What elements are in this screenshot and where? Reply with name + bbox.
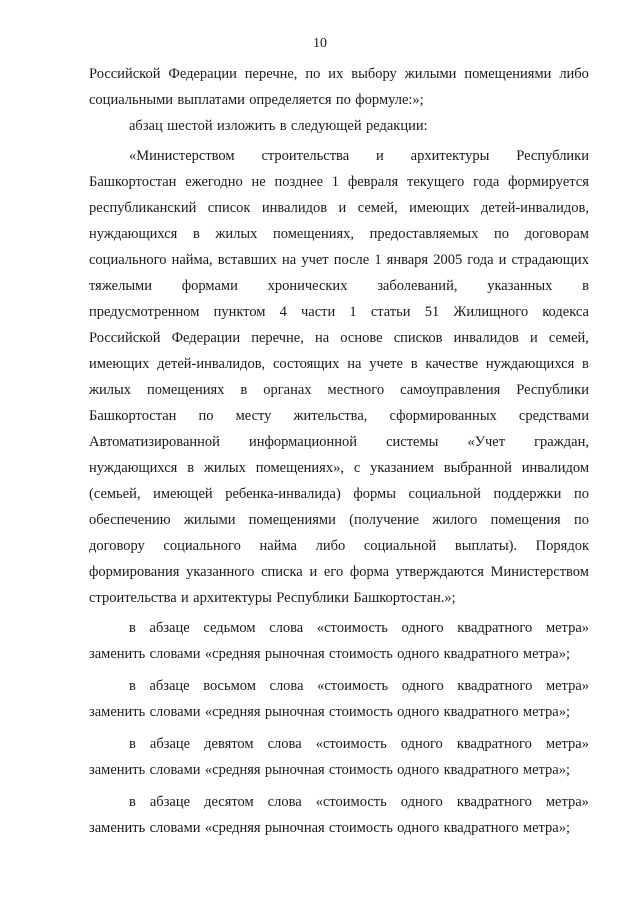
text-line: социального найма, вставших на учет после 1 января 2005 года и страдающих	[89, 252, 589, 268]
text-line: Башкортостан ежегодно не позднее 1 февраля текущего года формируется	[89, 174, 589, 190]
text-line: заменить словами «средняя рыночная стоимость одного квадратного метра»;	[89, 820, 571, 836]
text-line: Российской Федерации перечне, на основе списков инвалидов и семей,	[89, 330, 589, 346]
text-line: жилых помещениях в органах местного самоуправления Республики	[89, 382, 589, 398]
text-line: строительства и архитектуры Республики Башкортостан.»;	[89, 590, 456, 606]
text-line: в абзаце седьмом слова «стоимость одного квадратного метра»	[129, 620, 589, 636]
text-line: Российской Федерации перечне, по их выбору жилыми помещениями либо	[89, 66, 589, 82]
text-line: в абзаце десятом слова «стоимость одного квадратного метра»	[129, 794, 589, 810]
text-line: заменить словами «средняя рыночная стоимость одного квадратного метра»;	[89, 704, 571, 720]
text-line: в абзаце восьмом слова «стоимость одного квадратного метра»	[129, 678, 589, 694]
text-line: тяжелыми формами хронических заболеваний, указанных в	[89, 278, 589, 294]
text-line: (семьей, имеющей ребенка-инвалида) формы социальной поддержки по	[89, 486, 589, 502]
text-line: формирования указанного списка и его форма утверждаются Министерством	[89, 564, 589, 580]
text-line: Башкортостан по месту жительства, сформированных средствами	[89, 408, 589, 424]
text-line: обеспечению жилыми помещениями (получение жилого помещения по	[89, 512, 589, 528]
document-body	[89, 61, 589, 841]
text-line: в абзаце девятом слова «стоимость одного квадратного метра»	[129, 736, 589, 752]
text-line: заменить словами «средняя рыночная стоимость одного квадратного метра»;	[89, 646, 571, 662]
page-number: 10	[313, 36, 327, 51]
text-line: абзац шестой изложить в следующей редакции:	[129, 118, 428, 134]
text-line: республиканский список инвалидов и семей, имеющих детей-инвалидов,	[89, 200, 589, 216]
text-line: договору социального найма либо социальной выплаты). Порядок	[89, 538, 589, 554]
text-line: Автоматизированной информационной системы «Учет граждан,	[89, 434, 589, 450]
text-line: имеющих детей-инвалидов, состоящих на учете в качестве нуждающихся в	[89, 356, 589, 372]
text-line: заменить словами «средняя рыночная стоимость одного квадратного метра»;	[89, 762, 571, 778]
text-line: «Министерством строительства и архитектуры Республики	[129, 148, 589, 164]
text-line: нуждающихся в жилых помещениях, предоставляемых по договорам	[89, 226, 589, 242]
text-line: нуждающихся в жилых помещениях», с указанием выбранной инвалидом	[89, 460, 589, 476]
text-line: предусмотренном пунктом 4 части 1 статьи 51 Жилищного кодекса	[89, 304, 589, 320]
text-line: социальными выплатами определяется по формуле:»;	[89, 92, 424, 108]
